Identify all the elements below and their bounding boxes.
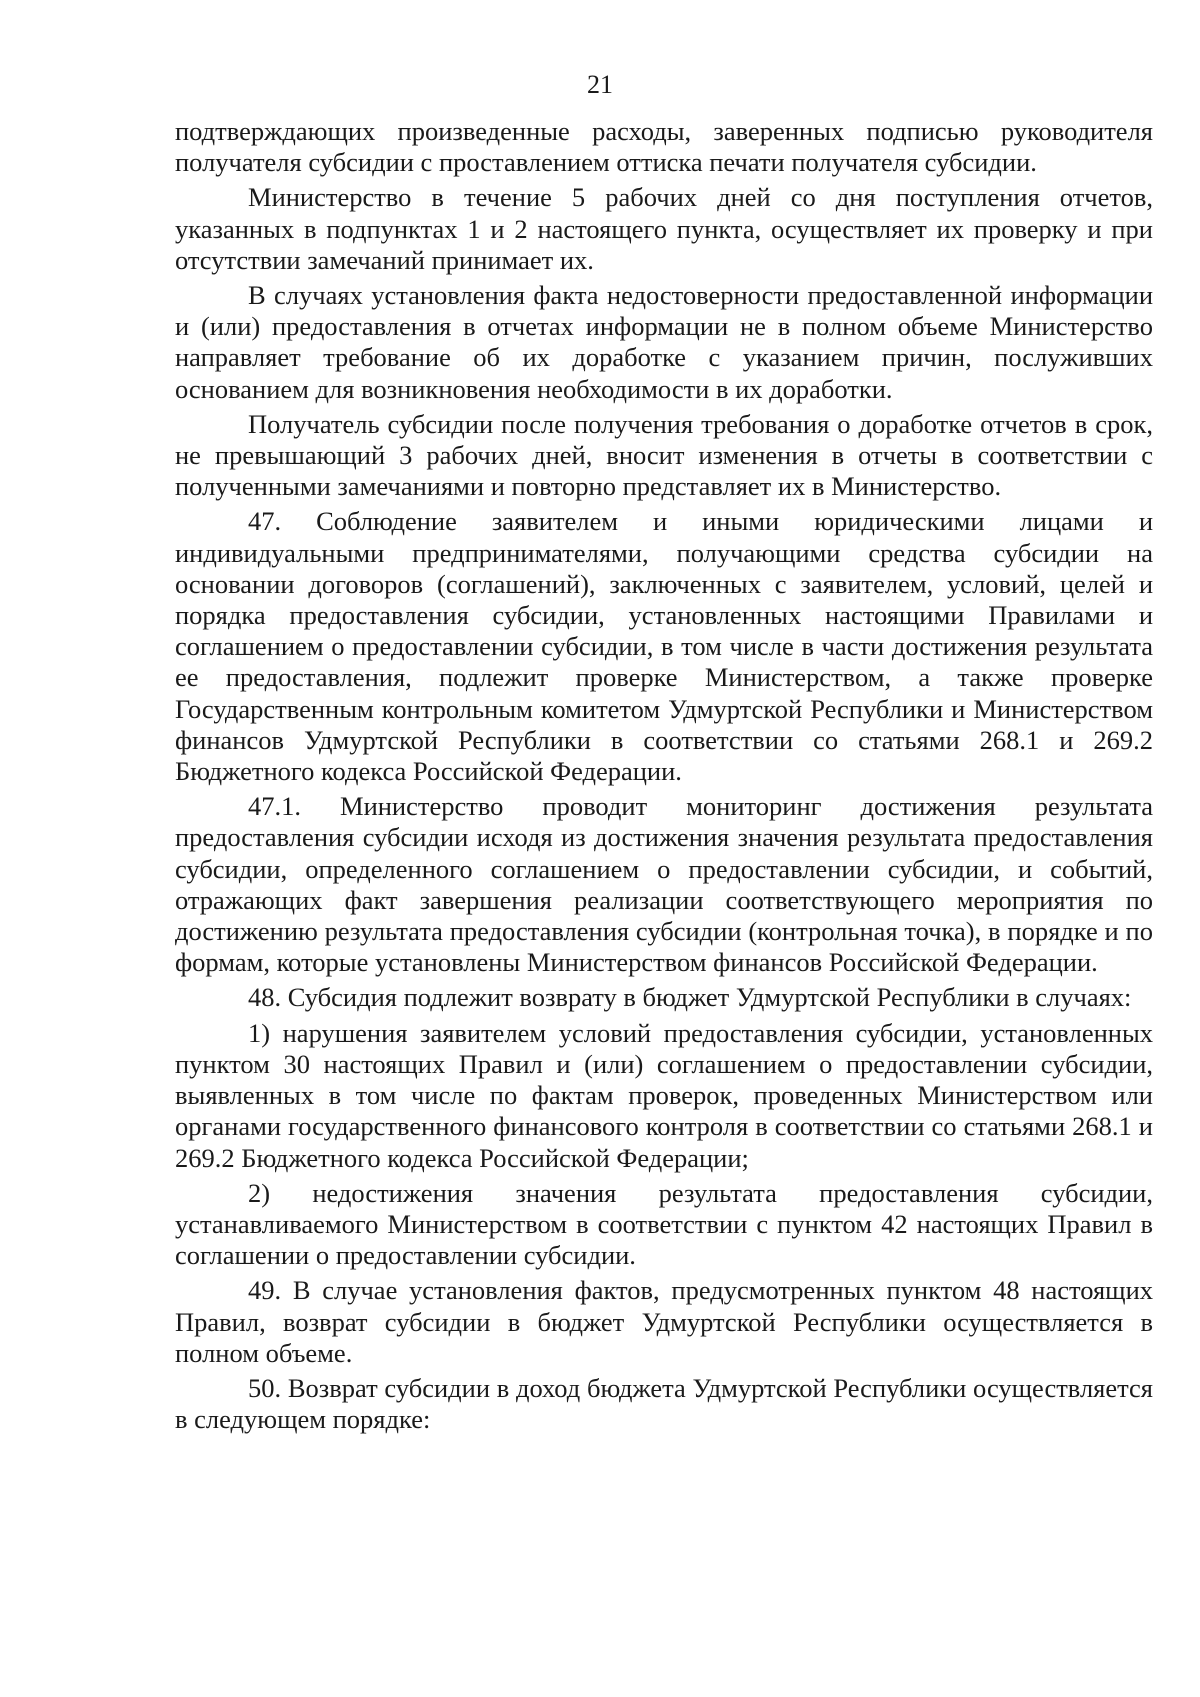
paragraph-report-revision: Получатель субсидии после получения требования о доработке отчетов в срок, не превышающий 3 рабочих дней, вносит изменения в отчеты в соответствии с полученными замечаниями и повторно представляет их в Министерство. — [175, 408, 1153, 502]
paragraph-report-review: Министерство в течение 5 рабочих дней со дня поступления отчетов, указанных в подпунктах 1 и 2 настоящего пункта, осуществляет их проверку и при отсутствии замечаний принимает их. — [175, 182, 1153, 275]
paragraph-48: 48. Субсидия подлежит возврату в бюджет Удмуртской Республики в случаях: — [248, 982, 1132, 1013]
paragraph-50: 50. Возврат субсидии в доход бюджета Удмуртской Республики осуществляется в следующем порядке: — [175, 1372, 1153, 1435]
paragraph-continuation: подтверждающих произведенные расходы, заверенных подписью руководителя получателя субсидии с проставлением оттиска печати получателя субсидии. — [175, 116, 1153, 178]
paragraph-inaccuracy-cases: В случаях установления факта недостоверности предоставленной информации и (или) предоставления в отчетах информации не в полном объеме Министерство направляет требование об их доработке с указанием причин, послуживших основанием для возникновения необходимости в их доработки. — [175, 280, 1153, 404]
page-number: 21 — [587, 70, 613, 99]
paragraph-49: 49. В случае установления фактов, предусмотренных пунктом 48 настоящих Правил, возврат субсидии в бюджет Удмуртской Республики осуществляется в полном объеме. — [175, 1275, 1153, 1368]
paragraph-47-1: 47.1. Министерство проводит мониторинг достижения результата предоставления субсидии исходя из достижения значения результата предоставления субсидии, определенного соглашением о предоставлении субсидии, и событий, отражающих факт завершения реализации соответствующего мероприятия по достижению результата предоставления субсидии (контрольная точка), в порядке и по формам, которые установлены Министерством финансов Российской Федерации. — [175, 791, 1153, 978]
paragraph-48-item-2: 2) недостижения значения результата предоставления субсидии, устанавливаемого Министерством в соответствии с пунктом 42 настоящих Правил в соглашении о предоставлении субсидии. — [175, 1177, 1153, 1271]
document-body — [175, 116, 1153, 1439]
paragraph-47: 47. Соблюдение заявителем и иными юридическими лицами и индивидуальными предпринимателями, получающими средства субсидии на основании договоров (соглашений), заключенных с заявителем, условий, целей и порядка предоставления субсидии, установленных настоящими Правилами и соглашением о предоставлении субсидии, в том числе в части достижения результата ее предоставления, подлежит проверке Министерством, а также проверке Государственным контрольным комитетом Удмуртской Республики и Министерством финансов Удмуртской Республики в соответствии со статьями 268.1 и 269.2 Бюджетного кодекса Российской Федерации. — [175, 506, 1153, 787]
paragraph-48-item-1: 1) нарушения заявителем условий предоставления субсидии, установленных пунктом 30 настоящих Правил и (или) соглашением о предоставлении субсидии, выявленных в том числе по фактам проверок, проведенных Министерством или органами государственного финансового контроля в соответствии со статьями 268.1 и 269.2 Бюджетного кодекса Российской Федерации; — [175, 1017, 1153, 1173]
